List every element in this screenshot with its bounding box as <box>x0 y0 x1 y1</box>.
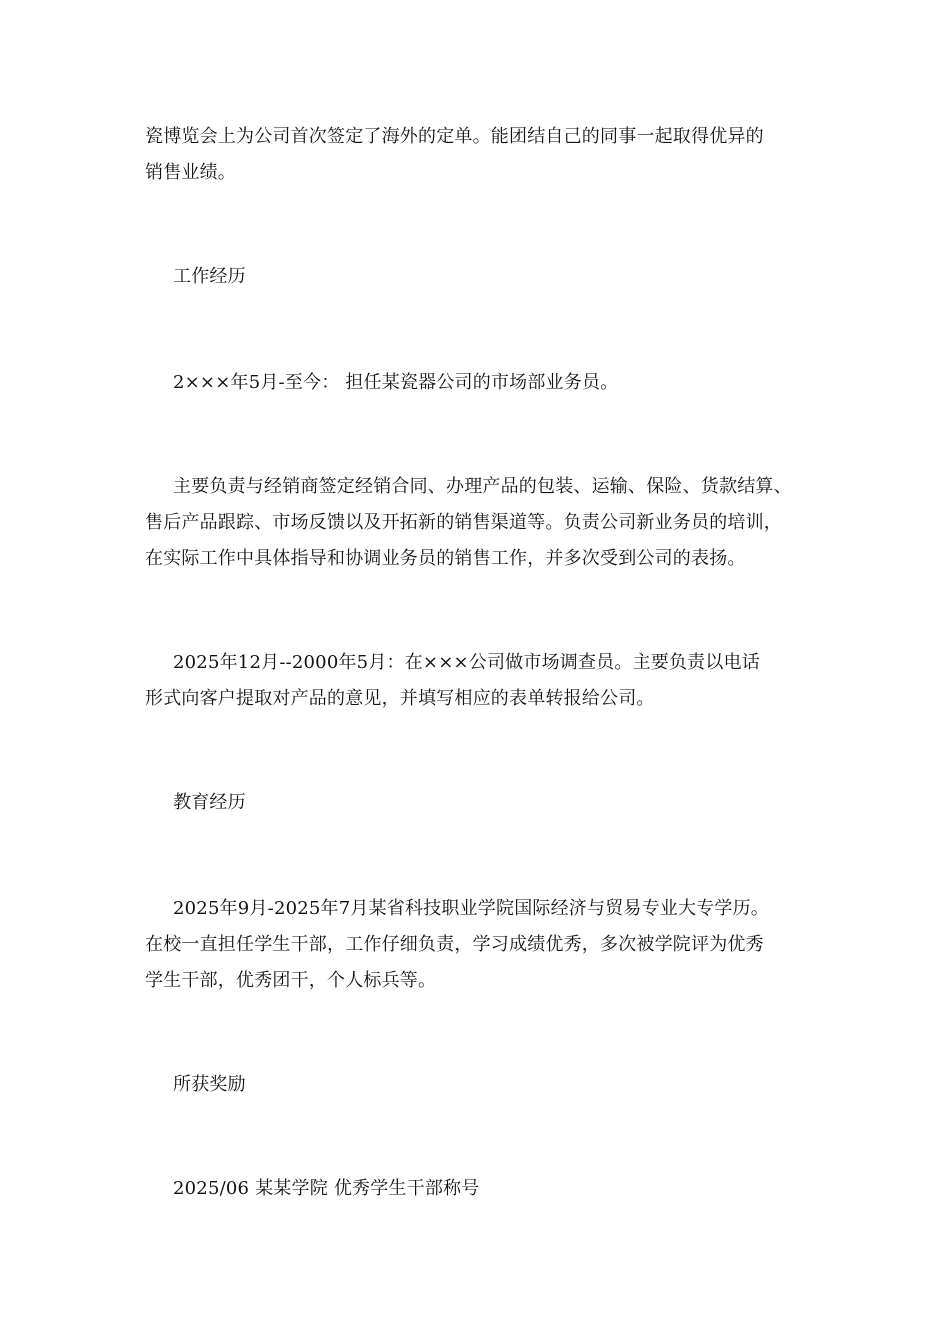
education-heading: 教育经历 <box>173 792 246 813</box>
education-line-3: 学生干部，优秀团干，个人标兵等。 <box>145 970 437 991</box>
job-1-detail-line-1: 主要负责与经销商签定经销合同、办理产品的包装、运输、保险、货款结算、 <box>173 476 792 497</box>
education-line-1: 2025年9月-2025年7月某省科技职业学院国际经济与贸易专业大专学历。 <box>173 898 770 919</box>
intro-line-2: 销售业绩。 <box>145 162 236 183</box>
award-item: 2025/06 某某学院 优秀学生干部称号 <box>173 1178 480 1199</box>
education-line-2: 在校一直担任学生干部，工作仔细负责，学习成绩优秀，多次被学院评为优秀 <box>145 934 764 955</box>
job-2-line-2: 形式向客户提取对产品的意见，并填写相应的表单转报给公司。 <box>145 688 655 709</box>
awards-heading: 所获奖励 <box>173 1074 246 1095</box>
job-1-detail-line-3: 在实际工作中具体指导和协调业务员的销售工作，并多次受到公司的表扬。 <box>145 548 746 569</box>
intro-line-1: 瓷博览会上为公司首次签定了海外的定单。能团结自己的同事一起取得优异的 <box>145 126 764 147</box>
job-2-line-1: 2025年12月--2000年5月：在×××公司做市场调查员。主要负责以电话 <box>173 652 760 673</box>
work-experience-heading: 工作经历 <box>173 266 246 287</box>
job-1-detail-line-2: 售后产品跟踪、市场反馈以及开拓新的销售渠道等。负责公司新业务员的培训， <box>145 512 782 533</box>
job-1-title: 2×××年5月-至今： 担任某瓷器公司的市场部业务员。 <box>173 372 619 393</box>
